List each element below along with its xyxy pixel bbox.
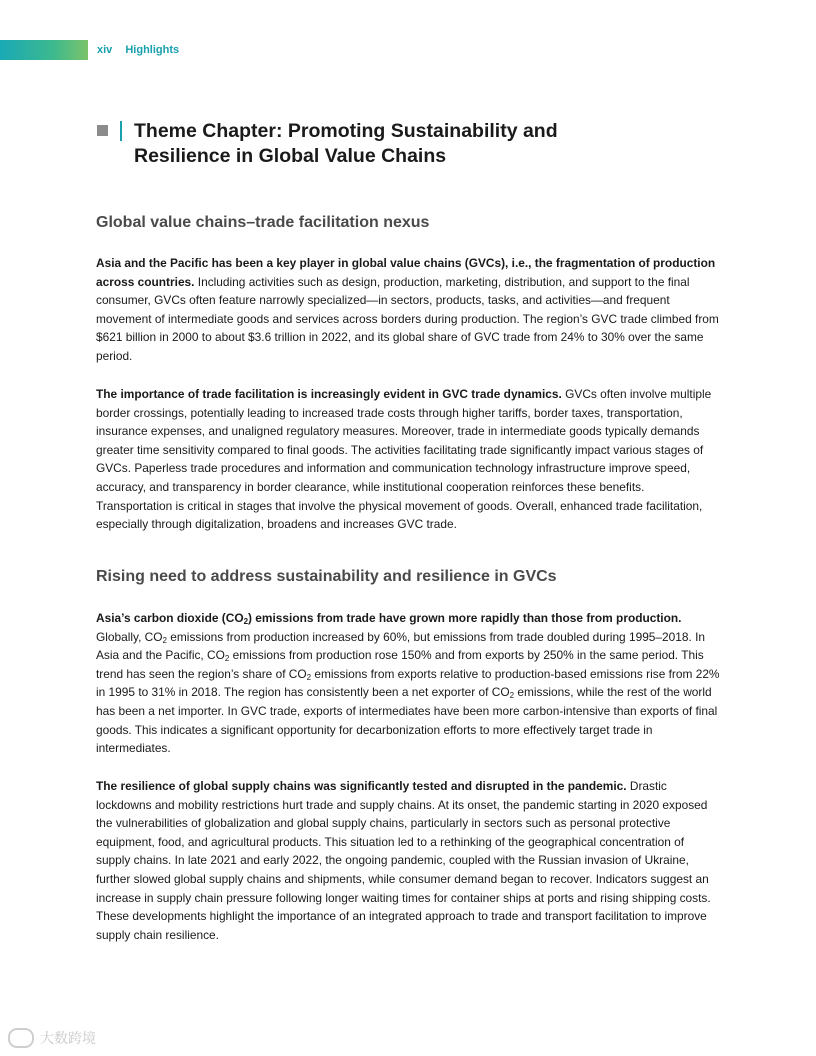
running-head xyxy=(97,44,179,56)
watermark xyxy=(8,1028,96,1048)
page-number: xiv xyxy=(97,44,113,56)
section-heading-gvc-nexus: Global value chains–trade facilitation nexus xyxy=(96,214,430,231)
chapter-heading xyxy=(97,119,717,169)
paragraph-supply-chain-resilience xyxy=(96,777,720,944)
paragraph-trade-facilitation xyxy=(96,385,720,534)
logo-mark-icon xyxy=(8,1028,34,1048)
paragraph-lead: The importance of trade facilitation is increasingly evident in GVC trade dynamics. xyxy=(96,387,562,401)
square-bullet-icon xyxy=(97,125,108,136)
paragraph-gvc-player xyxy=(96,254,720,366)
watermark-text: 大数跨境 xyxy=(40,1030,96,1046)
paragraph-body: Drastic lockdowns and mobility restrictions hurt trade and supply chains. At its onset, the pandemic starting in 2020 exposed the vulnerabilities of globalization and global supply chains, particularly in sectors such as personal protective equipment, food, and agricultural products. This situation led to a rethinking of the geographical concentration of supply chains. In late 2021 and early 2022, the ongoing pandemic, coupled with the Russian invasion of Ukraine, further slowed global supply chains and shipments, while consumer demand began to recover. Indicators suggest an increase in supply chain pressure following longer waiting times for container ships at ports and rising shipping costs. These developments highlight the importance of an integrated approach to trade and transport facilitation to improve supply chain resilience. xyxy=(96,779,711,942)
chapter-title: Theme Chapter: Promoting Sustainability and Resilience in Global Value Chains xyxy=(134,120,558,167)
section-label: Highlights xyxy=(125,44,180,56)
paragraph-body: Including activities such as design, production, marketing, distribution, and support to the final consumer, GVCs often feature narrowly specialized—in sectors, products, tasks, and activities—and frequent movement of intermediate goods and services across borders during production. The region’s GVC trade climbed from $621 billion in 2000 to about $3.6 trillion in 2022, and its global share of GVC trade from 24% to 30% over the same period. xyxy=(96,274,719,363)
paragraph-body: GVCs often involve multiple border crossings, potentially leading to increased trade costs through higher tariffs, border taxes, transportation, insurance expenses, and unaligned regulatory measures. Moreover, trade in intermediate goods typically demands greater time sensitivity compared to final goods. The activities facilitating trade significantly impact various stages of GVCs. Paperless trade procedures and information and communication technology infrastructure improve speed, accuracy, and transparency in border clearance, while institutional cooperation reinforces these benefits. Transportation is critical in stages that involve the physical movement of goods. Overall, enhanced trade facilitation, especially through digitalization, broadens and increases GVC trade. xyxy=(96,387,712,532)
paragraph-body: Globally, $CO_2$ emissions from production increased by 60%, but emissions from trade doubled during 1995–2018. In Asia and the Pacific, $CO_2$ emissions from production rose 150% and from exports by 250% in the same period. This trend has seen the region’s share of $CO_2$ emissions from exports relative to production-based emissions rise from 22% in 1995 to 31% in 2018. The region has consistently been a net exporter of $CO_2$ emissions, while the rest of the world has been a net importer. In GVC trade, exports of intermediates have been more carbon-intensive than exports of final goods. This indicates a significant opportunity for decarbonization efforts to more effectively target trade in intermediates. xyxy=(96,629,720,756)
paragraph-lead: The resilience of global supply chains was significantly tested and disrupted in the pandemic. xyxy=(96,779,627,793)
header-accent-bar xyxy=(0,40,88,60)
paragraph-lead: Asia and the Pacific has been a key player in global value chains (GVCs), i.e., the fragmentation of production across countries. xyxy=(96,256,716,289)
section-heading-sustainability: Rising need to address sustainability and resilience in GVCs xyxy=(96,568,557,585)
paragraph-co2-emissions xyxy=(96,609,720,758)
paragraph-lead: Asia’s carbon dioxide $(CO_2)$ emissions from trade have grown more rapidly than those from production. xyxy=(96,611,682,626)
divider-bar xyxy=(120,121,122,141)
